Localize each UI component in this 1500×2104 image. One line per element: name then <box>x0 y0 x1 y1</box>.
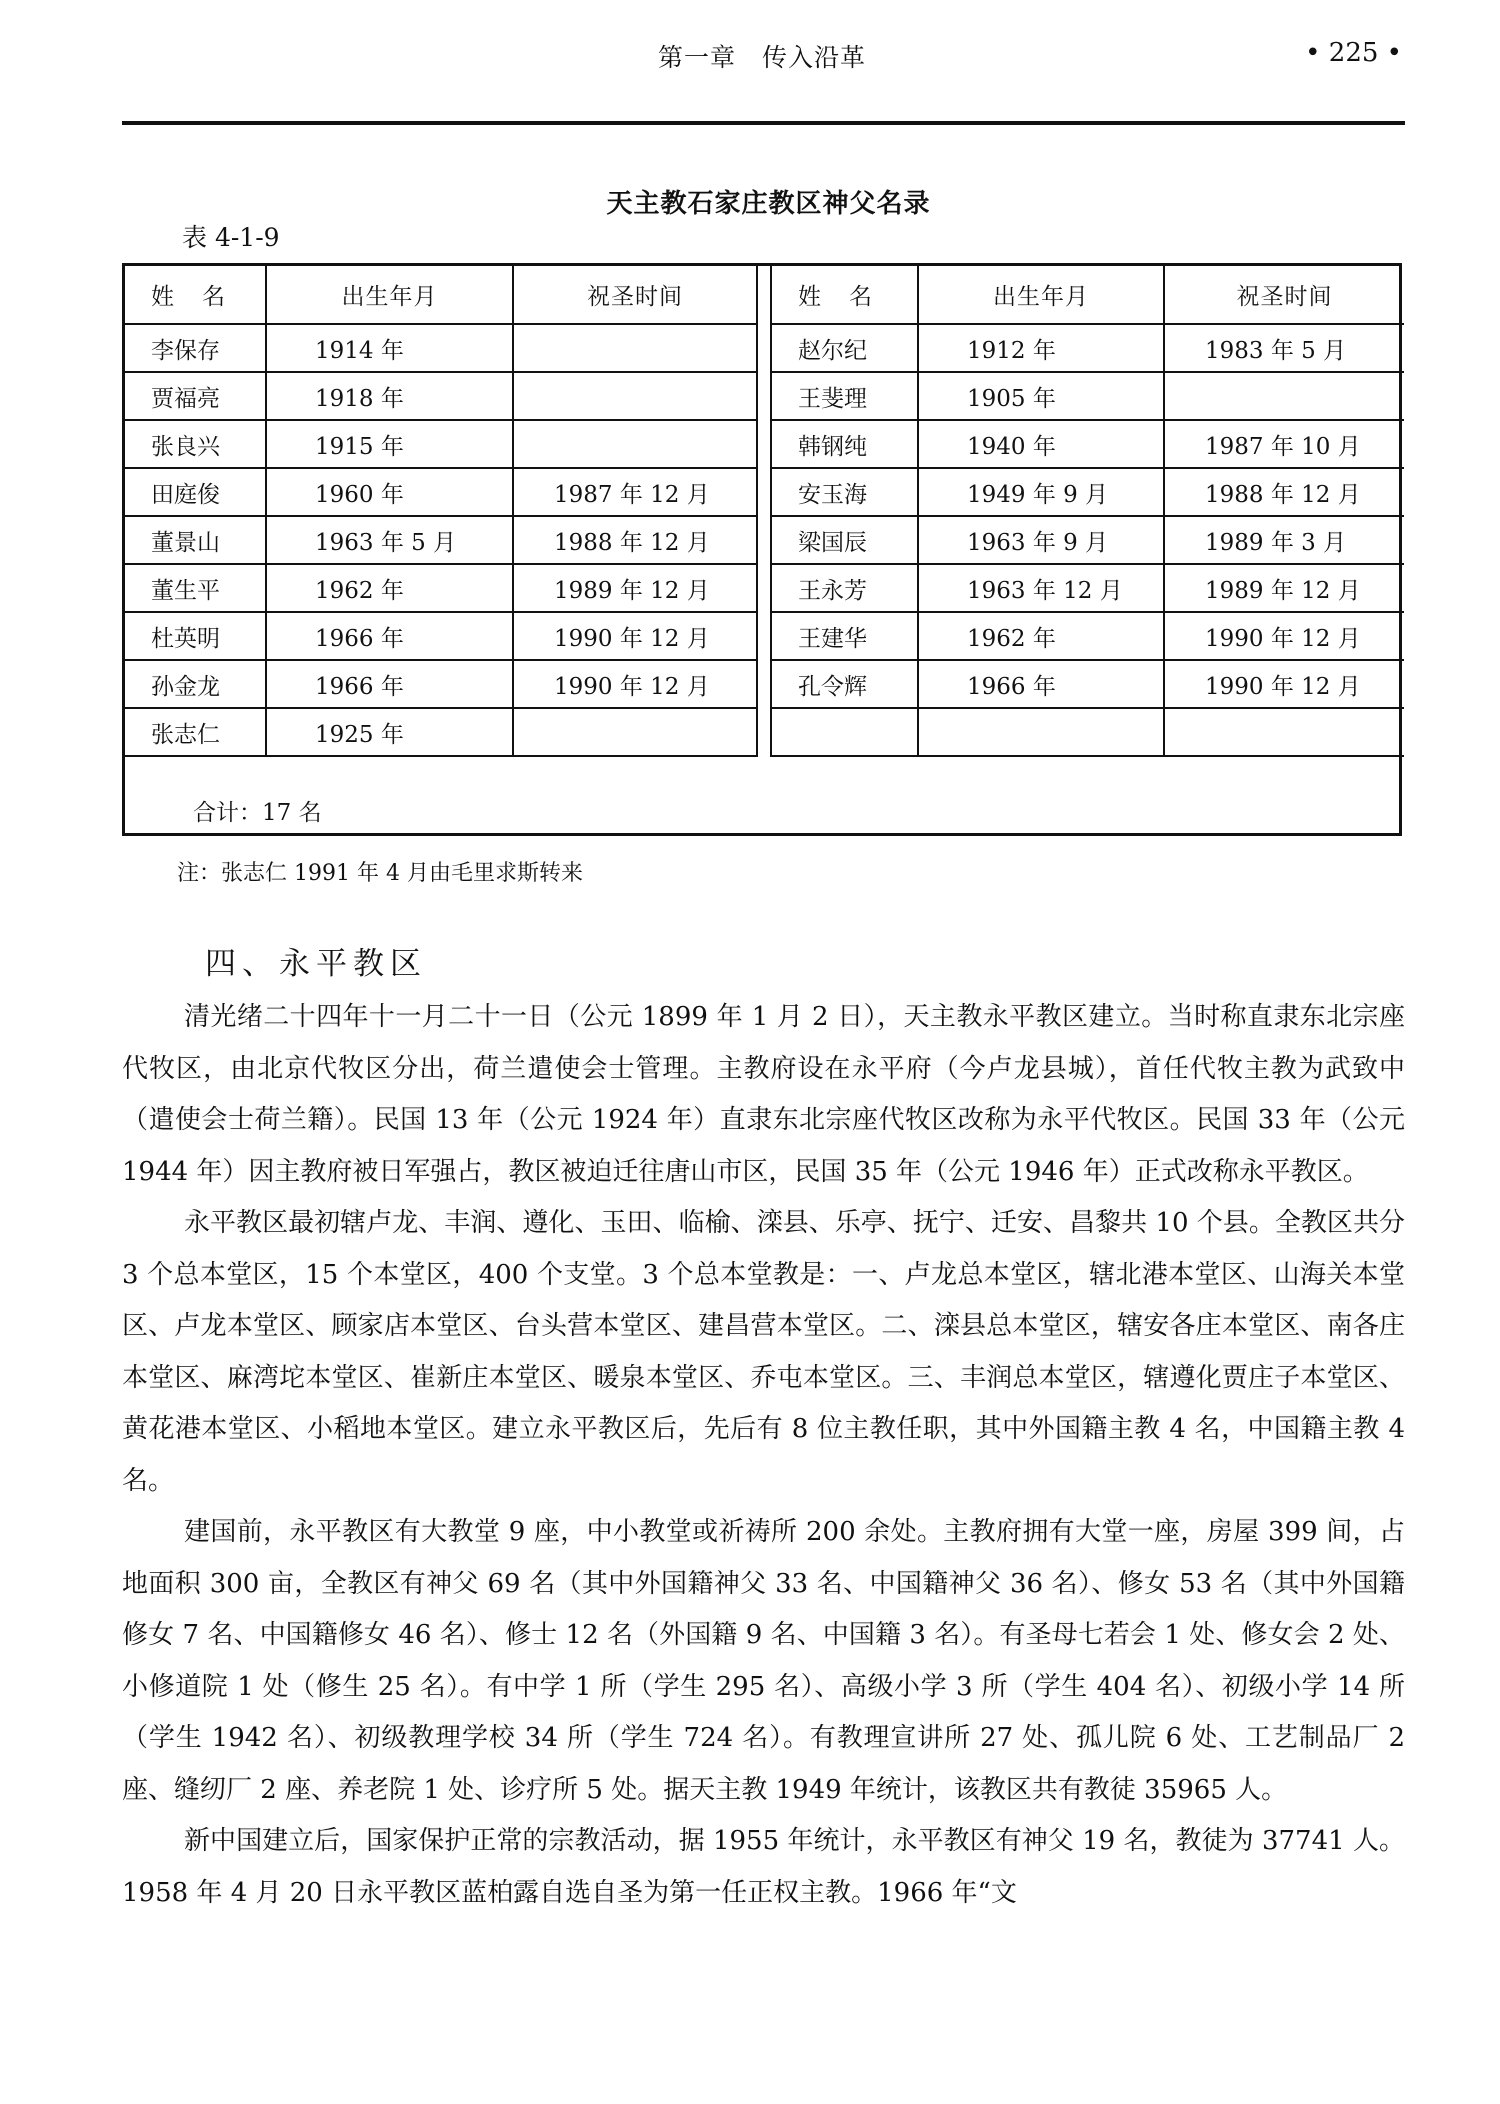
table-row <box>772 420 1404 468</box>
cell-ordination: 1989 年 12 月 <box>513 564 756 612</box>
cell-birth: 1963 年 9 月 <box>918 516 1164 564</box>
cell-name: 董生平 <box>125 564 266 612</box>
cell-ordination <box>1164 372 1404 420</box>
cell-name: 张良兴 <box>125 420 266 468</box>
table-row <box>125 420 756 468</box>
cell-ordination: 1989 年 12 月 <box>1164 564 1404 612</box>
table-row <box>772 516 1404 564</box>
table-number: 表 4-1-9 <box>182 223 280 252</box>
cell-ordination <box>513 372 756 420</box>
cell-birth <box>918 708 1164 756</box>
section-body <box>122 992 1405 1919</box>
cell-birth: 1962 年 <box>266 564 513 612</box>
table-row <box>125 564 756 612</box>
column-header-ordination: 祝圣时间 <box>1164 266 1404 324</box>
table-row <box>772 372 1404 420</box>
table-row <box>772 612 1404 660</box>
cell-name: 孔令辉 <box>772 660 918 708</box>
table-row <box>125 372 756 420</box>
roster-right-half <box>770 266 1404 757</box>
running-header <box>122 38 1402 78</box>
cell-birth: 1966 年 <box>266 660 513 708</box>
roster-left-half <box>125 266 758 757</box>
cell-birth: 1940 年 <box>918 420 1164 468</box>
cell-birth: 1912 年 <box>918 324 1164 372</box>
column-header-birth: 出生年月 <box>266 266 513 324</box>
cell-name: 赵尔纪 <box>772 324 918 372</box>
cell-ordination: 1990 年 12 月 <box>1164 612 1404 660</box>
table-title <box>122 183 1405 220</box>
cell-ordination <box>513 420 756 468</box>
cell-name: 杜英明 <box>125 612 266 660</box>
cell-ordination: 1990 年 12 月 <box>513 660 756 708</box>
cell-name: 张志仁 <box>125 708 266 756</box>
cell-ordination <box>513 708 756 756</box>
cell-name: 韩钢纯 <box>772 420 918 468</box>
cell-birth: 1918 年 <box>266 372 513 420</box>
cell-name: 王斐理 <box>772 372 918 420</box>
cell-birth: 1962 年 <box>918 612 1164 660</box>
column-header-name: 姓名 <box>125 266 266 324</box>
cell-ordination: 1988 年 12 月 <box>513 516 756 564</box>
table-row <box>125 660 756 708</box>
cell-ordination: 1990 年 12 月 <box>1164 660 1404 708</box>
paragraph: 建国前，永平教区有大教堂 9 座，中小教堂或祈祷所 200 余处。主教府拥有大堂一座，房屋 399 间，占地面积 300 亩，全教区有神父 69 名（其中外国籍神父 33 名、中国籍神父 36 名）、修女 53 名（其中外国籍修女 7 名、中国籍修女 46 名）、修士 12 名（外国籍 9 名、中国籍 3 名）。有圣母七若会 1 处、修女会 2 处、小修道院 1 处（修生 25 名）。有中学 1 所（学生 295 名）、高级小学 3 所（学生 404 名）、初级小学 14 所（学生 1942 名）、初级教理学校 34 所（学生 724 名）。有教理宣讲所 27 处、孤儿院 6 处、工艺制品厂 2 座、缝纫厂 2 座、养老院 1 处、诊疗所 5 处。据天主教 1949 年统计，该教区共有教徒 35965 人。 <box>122 1517 1405 1805</box>
header-rule <box>122 121 1405 125</box>
paragraph: 新中国建立后，国家保护正常的宗教活动，据 1955 年统计，永平教区有神父 19 名，教徒为 37741 人。1958 年 4 月 20 日永平教区蓝柏露自选自圣为第一任正权主教。1966 年“文 <box>122 1826 1405 1908</box>
cell-birth: 1966 年 <box>918 660 1164 708</box>
cell-ordination: 1990 年 12 月 <box>513 612 756 660</box>
cell-name: 安玉海 <box>772 468 918 516</box>
table-note: 注：张志仁 1991 年 4 月由毛里求斯转来 <box>177 861 583 886</box>
cell-name: 李保存 <box>125 324 266 372</box>
cell-birth: 1960 年 <box>266 468 513 516</box>
cell-birth: 1963 年 12 月 <box>918 564 1164 612</box>
table-header-row <box>125 266 756 324</box>
table-title-text: 天主教石家庄教区神父名录 <box>606 189 931 219</box>
cell-ordination <box>1164 708 1404 756</box>
paragraph: 清光绪二十四年十一月二十一日（公元 1899 年 1 月 2 日），天主教永平教区建立。当时称直隶东北宗座代牧区，由北京代牧区分出，荷兰遣使会士管理。主教府设在永平府（今卢龙县城），首任代牧主教为武致中（遣使会士荷兰籍）。民国 13 年（公元 1924 年）直隶东北宗座代牧区改称为永平代牧区。民国 33 年（公元 1944 年）因主教府被日军强占，教区被迫迁往唐山市区，民国 35 年（公元 1946 年）正式改称永平教区。 <box>122 1002 1405 1187</box>
cell-birth: 1949 年 9 月 <box>918 468 1164 516</box>
table-row <box>772 660 1404 708</box>
cell-name: 王建华 <box>772 612 918 660</box>
table-row <box>772 468 1404 516</box>
page-number: • 225 • <box>1305 38 1402 68</box>
cell-ordination: 1988 年 12 月 <box>1164 468 1404 516</box>
table-header-row <box>772 266 1404 324</box>
cell-name: 王永芳 <box>772 564 918 612</box>
column-header-name: 姓名 <box>772 266 918 324</box>
cell-name: 梁国辰 <box>772 516 918 564</box>
cell-birth: 1914 年 <box>266 324 513 372</box>
cell-name: 田庭俊 <box>125 468 266 516</box>
table-row <box>125 516 756 564</box>
cell-ordination: 1983 年 5 月 <box>1164 324 1404 372</box>
cell-ordination <box>513 324 756 372</box>
table-row <box>772 564 1404 612</box>
table-row <box>125 324 756 372</box>
cell-name: 贾福亮 <box>125 372 266 420</box>
column-header-ordination: 祝圣时间 <box>513 266 756 324</box>
table-row <box>772 708 1404 756</box>
cell-name <box>772 708 918 756</box>
cell-ordination: 1987 年 10 月 <box>1164 420 1404 468</box>
cell-ordination: 1989 年 3 月 <box>1164 516 1404 564</box>
chapter-title: 第一章 传入沿革 <box>657 43 866 72</box>
table-row <box>125 612 756 660</box>
cell-birth: 1966 年 <box>266 612 513 660</box>
table-total: 合计：17 名 <box>193 800 322 826</box>
table-row <box>125 468 756 516</box>
column-header-birth: 出生年月 <box>918 266 1164 324</box>
cell-ordination: 1987 年 12 月 <box>513 468 756 516</box>
cell-name: 董景山 <box>125 516 266 564</box>
priest-roster-table <box>122 263 1402 836</box>
cell-birth: 1963 年 5 月 <box>266 516 513 564</box>
section-heading: 四、永平教区 <box>205 946 427 982</box>
table-row <box>772 324 1404 372</box>
paragraph: 永平教区最初辖卢龙、丰润、遵化、玉田、临榆、滦县、乐亭、抚宁、迁安、昌黎共 10 个县。全教区共分 3 个总本堂区，15 个本堂区，400 个支堂。3 个总本堂教是：一、卢龙总本堂区，辖北港本堂区、山海关本堂区、卢龙本堂区、顾家店本堂区、台头营本堂区、建昌营本堂区。二、滦县总本堂区，辖安各庄本堂区、南各庄本堂区、麻湾坨本堂区、崔新庄本堂区、暖泉本堂区、乔屯本堂区。三、丰润总本堂区，辖遵化贾庄子本堂区、黄花港本堂区、小稻地本堂区。建立永平教区后，先后有 8 位主教任职，其中外国籍主教 4 名，中国籍主教 4 名。 <box>122 1208 1405 1496</box>
cell-name: 孙金龙 <box>125 660 266 708</box>
table-row <box>125 708 756 756</box>
cell-birth: 1925 年 <box>266 708 513 756</box>
cell-birth: 1905 年 <box>918 372 1164 420</box>
cell-birth: 1915 年 <box>266 420 513 468</box>
